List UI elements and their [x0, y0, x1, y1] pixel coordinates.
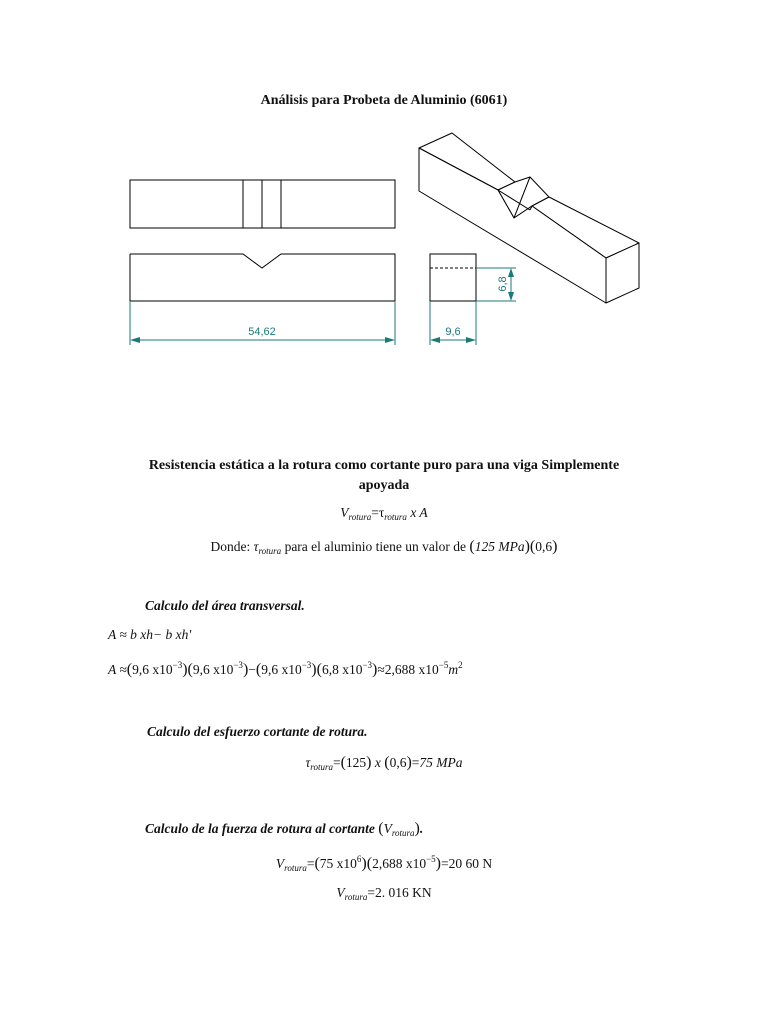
section3-heading: Calculo del esfuerzo cortante de rotura.	[147, 724, 368, 739]
top-view	[130, 180, 395, 228]
donde-line: Donde: $\tau_{rotura}$ para el aluminio tiene un valor de (125 MPa)(0,6)	[210, 538, 558, 556]
side-view	[430, 254, 476, 301]
height-dimension	[476, 268, 516, 301]
area-equation-2: A ≈(9,6 $x10^{-3})(9,6$ $x10^{-3})-(9,6$ $x10^{-3})(6,8$ $x10^{-3})\approx 2,688$ $x10^{-5}m^2$	[108, 660, 463, 678]
section1-heading-line1: Resistencia estática a la rotura como cortante puro para una viga Simplemente	[148, 458, 620, 473]
isometric-view	[419, 133, 639, 303]
width-dimension-label: 9,6	[445, 326, 461, 338]
width-dimension	[430, 301, 476, 345]
length-dimension	[130, 301, 395, 345]
equation-v-rotura: $V_{rotura}=\tau_{rotura}$ x A	[340, 505, 428, 522]
height-dimension-label: 6,8	[497, 276, 509, 292]
area-equation-1: A ≈ b xh− b xh'	[108, 627, 192, 642]
force-equation-2: $V_{rotura}=2$. 016 KN	[336, 885, 432, 902]
length-dimension-label: 54,62	[248, 326, 276, 338]
document-title: Análisis para Probeta de Aluminio (6061)	[260, 93, 508, 108]
section1-heading-line2: apoyada	[358, 478, 410, 493]
section2-heading: Calculo del área transversal.	[145, 598, 305, 613]
section4-heading: Calculo de la fuerza de rotura al cortante $(V_{rotura})$.	[145, 820, 424, 838]
front-view	[130, 254, 395, 301]
force-equation-1: $V_{rotura}=(75$ $x10^6)(2,688$ $x10^{-5})=20$ 60 N	[275, 854, 493, 873]
shear-stress-equation: $\tau_{rotura}=(125)$ x (0,6)=75 MPa	[305, 754, 463, 772]
